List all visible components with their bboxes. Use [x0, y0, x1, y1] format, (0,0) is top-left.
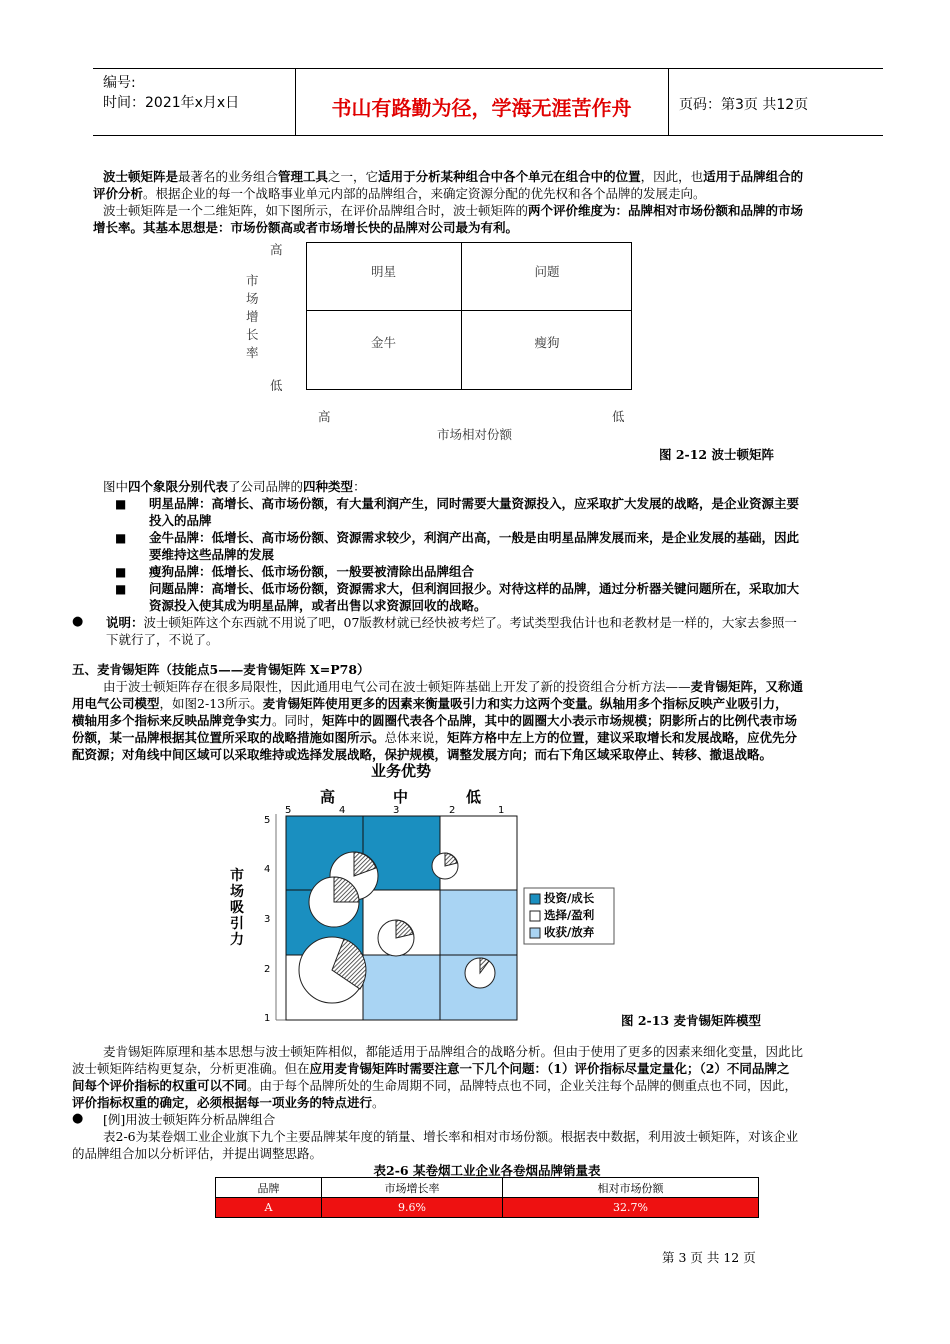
type-question-text: 问题品牌：高增长、低市场份额，资源需求大，但利润回报少。对待这样的品牌，通过分析器关键问题所在，采取加大	[149, 581, 800, 596]
ge-brand-circle	[432, 853, 458, 879]
ge-brand-circle	[378, 920, 414, 956]
after-p1-line4: 评价指标权重的确定，必须根据每一项业务的特点进行。	[72, 1095, 385, 1110]
legend-swatch-harvest	[530, 928, 540, 938]
table-cell: 9.6%	[322, 1198, 503, 1218]
bcg-x-low: 低	[612, 409, 625, 424]
table-header-cell: 相对市场份额	[503, 1178, 759, 1198]
type-cashcow-text: 金牛品牌：低增长、高市场份额、资源需求较少，利润产出高，一般是由明星品牌发展而来，是企业发展的基础，因此	[149, 530, 800, 545]
bcg-y-axis-label: 市 场 增 长 率	[246, 273, 259, 360]
quadrant-dog: 瘦狗	[534, 335, 560, 350]
ge-cell-harvest	[440, 890, 517, 955]
after-p2-line1: 表2-6为某卷烟工业企业旗下九个主要品牌某年度的销量、增长率和相对市场份额。根据表中数据，利用波士顿矩阵，对该企业	[103, 1129, 799, 1144]
bcg-intro-line3: 波士顿矩阵是一个二维矩阵，如下图所示，在评价品牌组合时，波士顿矩阵的两个评价维度为：品牌相对市场份额和品牌的市场	[103, 203, 804, 218]
ge-left-tick: 1	[264, 1013, 271, 1024]
ge-left-tick: 4	[264, 864, 271, 875]
legend-swatch-invest	[530, 894, 540, 904]
ge-top-tick: 3	[393, 805, 400, 816]
table-cell: 32.7%	[503, 1198, 759, 1218]
legend-swatch-select	[530, 911, 540, 921]
table-header-row	[216, 1178, 759, 1198]
type-dog-text: 瘦狗品牌：低增长、低市场份额，一般要被清除出品牌组合	[149, 564, 475, 579]
time-label: 时间：2021年x月x日	[103, 95, 240, 111]
mckinsey-heading: 五、麦肯锡矩阵（技能点5——麦肯锡矩阵 X=P78）	[72, 662, 370, 677]
header-motto: 书山有路勤为径，学海无涯苦作舟	[331, 96, 632, 120]
bcg-matrix-hdivider	[306, 310, 632, 311]
bcg-x-high: 高	[318, 409, 331, 424]
bullet-icon: ■	[115, 582, 127, 596]
header-bottom-rule	[93, 135, 883, 136]
mckinsey-p1-line5: 配资源；对角线中间区域可以采取维持或选择发展战略，保护规模，调整发展方向；而右下角区域采取停止、转移、撤退战略。	[72, 747, 773, 762]
mckinsey-p1-line1: 由于波士顿矩阵存在很多局限性，因此通用电气公司在波士顿矩阵基础上开发了新的投资组合分析方法——麦肯锡矩阵，又称通	[103, 679, 804, 694]
note-bullet-icon: ●	[72, 614, 84, 629]
ge-brand-circle	[299, 937, 366, 1003]
bcg-y-low: 低	[270, 378, 283, 393]
type-star-text: 明星品牌：高增长、高市场份额，有大量利润产生，同时需要大量资源投入，应采取扩大发展的战略，是企业资源主要	[149, 496, 800, 511]
ge-left-tick: 2	[264, 964, 271, 975]
table-header-cell: 市场增长率	[322, 1178, 503, 1198]
page-indicator: 页码：第3页 共12页	[679, 97, 809, 113]
table-caption: 表2-6 某卷烟工业企业各卷烟品牌销量表	[373, 1163, 601, 1178]
bcg-x-axis-label: 市场相对份额	[437, 427, 513, 442]
table-row	[216, 1198, 759, 1218]
bcg-intro-line4: 增长率。其基本思想是：市场份额高或者市场增长快的品牌对公司最为有利。	[93, 220, 519, 235]
quadrant-question: 问题	[534, 264, 560, 279]
ge-brand-circle	[309, 877, 359, 927]
mckinsey-p1-line4: 份额，某一品牌根据其位置所采取的战略措施如图所示。总体来说，矩阵方格中左上方的位置，建议采取增长和发展战略，应优先分	[72, 730, 798, 745]
four-types-lead: 图中四个象限分别代表了公司品牌的四种类型：	[103, 479, 366, 494]
after-p1-line3: 间每个评价指标的权重可以不同。由于每个品牌所处的生命周期不同，品牌特点也不同，企业关注每个品牌的侧重点也不同，因此，	[72, 1078, 798, 1093]
legend-label-select: 选择/盈利	[544, 908, 595, 922]
legend-label-harvest: 收获/放弃	[544, 925, 595, 939]
legend-label-invest: 投资/成长	[544, 891, 595, 905]
ge-caption: 图 2-13 麦肯锡矩阵模型	[621, 1013, 761, 1028]
note-line1: 说明：波士顿矩阵这个东西就不用说了吧，07版教材就已经快被考烂了。考试类型我估计也和老教材是一样的，大家去参照一	[106, 615, 797, 630]
ge-top-tick: 2	[449, 805, 456, 816]
bcg-intro-line1: 波士顿矩阵是最著名的业务组合管理工具之一，它适用于分析某种组合中各个单元在组合中的位置，因此，也适用于品牌组合的	[103, 169, 804, 184]
brand-sales-table	[215, 1177, 759, 1218]
bullet-icon: ■	[115, 531, 127, 545]
example-title: [例]用波士顿矩阵分析品牌组合	[103, 1112, 276, 1127]
after-p1-line1: 麦肯锡矩阵原理和基本思想与波士顿矩阵相似，都能适用于品牌组合的战略分析。但由于使用了更多的因素来细化变量，因此比	[103, 1044, 804, 1059]
ge-col-low: 低	[466, 788, 482, 806]
type-question-text-2: 资源投入使其成为明星品牌，或者出售以求资源回收的战略。	[149, 598, 487, 613]
after-p1-line2: 波士顿矩阵结构更复杂，分析更准确。但在应用麦肯锡矩阵时需要注意一下几个问题：（1）评价指标尽量定量化；（2）不同品牌之	[72, 1061, 790, 1076]
ge-y-axis-label: 市 场 吸 引 力	[230, 868, 244, 948]
ge-col-mid: 中	[393, 788, 409, 806]
bcg-caption: 图 2-12 波士顿矩阵	[659, 447, 774, 462]
type-star-text-2: 投入的品牌	[149, 513, 212, 528]
quadrant-star: 明星	[370, 264, 396, 279]
type-cashcow-text-2: 要维持这些品牌的发展	[149, 547, 275, 562]
table-header-cell: 品牌	[216, 1178, 322, 1198]
ge-top-tick: 4	[339, 805, 346, 816]
ge-cell-select	[440, 816, 517, 890]
bcg-intro-line2: 评价分析。根据企业的每一个战略事业单元内部的品牌组合，来确定资源分配的优先权和各个品牌的发展走向。	[93, 186, 706, 201]
serial-label: 编号:	[103, 75, 136, 91]
header-divider	[668, 68, 669, 136]
bcg-y-high: 高	[270, 242, 283, 257]
ge-top-tick: 1	[498, 805, 505, 816]
ge-brand-circle	[465, 958, 495, 988]
header-top-rule	[93, 68, 883, 69]
ge-top-tick: 5	[285, 805, 292, 816]
ge-col-high: 高	[320, 788, 336, 806]
page-footer: 第 3 页 共 12 页	[662, 1250, 756, 1265]
after-p2-line2: 的品牌组合加以分析评估，并提出调整思路。	[72, 1146, 323, 1161]
ge-cell-harvest	[363, 955, 440, 1020]
quadrant-cashcow: 金牛	[370, 335, 396, 350]
note-line2: 下就行了，不说了。	[106, 632, 219, 647]
ge-left-tick: 5	[264, 815, 271, 826]
ge-title: 业务优势	[371, 762, 432, 780]
ge-left-tick: 3	[264, 914, 271, 925]
mckinsey-p1-line2: 用电气公司模型，如图2-13所示。麦肯锡矩阵使用更多的因素来衡量吸引力和实力这两个变量。纵轴用多个指标反映产业吸引力，	[72, 696, 788, 711]
bullet-icon: ■	[115, 565, 127, 579]
bullet-icon: ■	[115, 497, 127, 511]
table-cell: A	[216, 1198, 322, 1218]
example-bullet-icon: ●	[72, 1111, 84, 1126]
mckinsey-p1-line3: 横轴用多个指标来反映品牌竞争实力。同时，矩阵中的圆圈代表各个品牌，其中的圆圈大小表示市场规模；阴影所占的比例代表市场	[72, 713, 798, 728]
